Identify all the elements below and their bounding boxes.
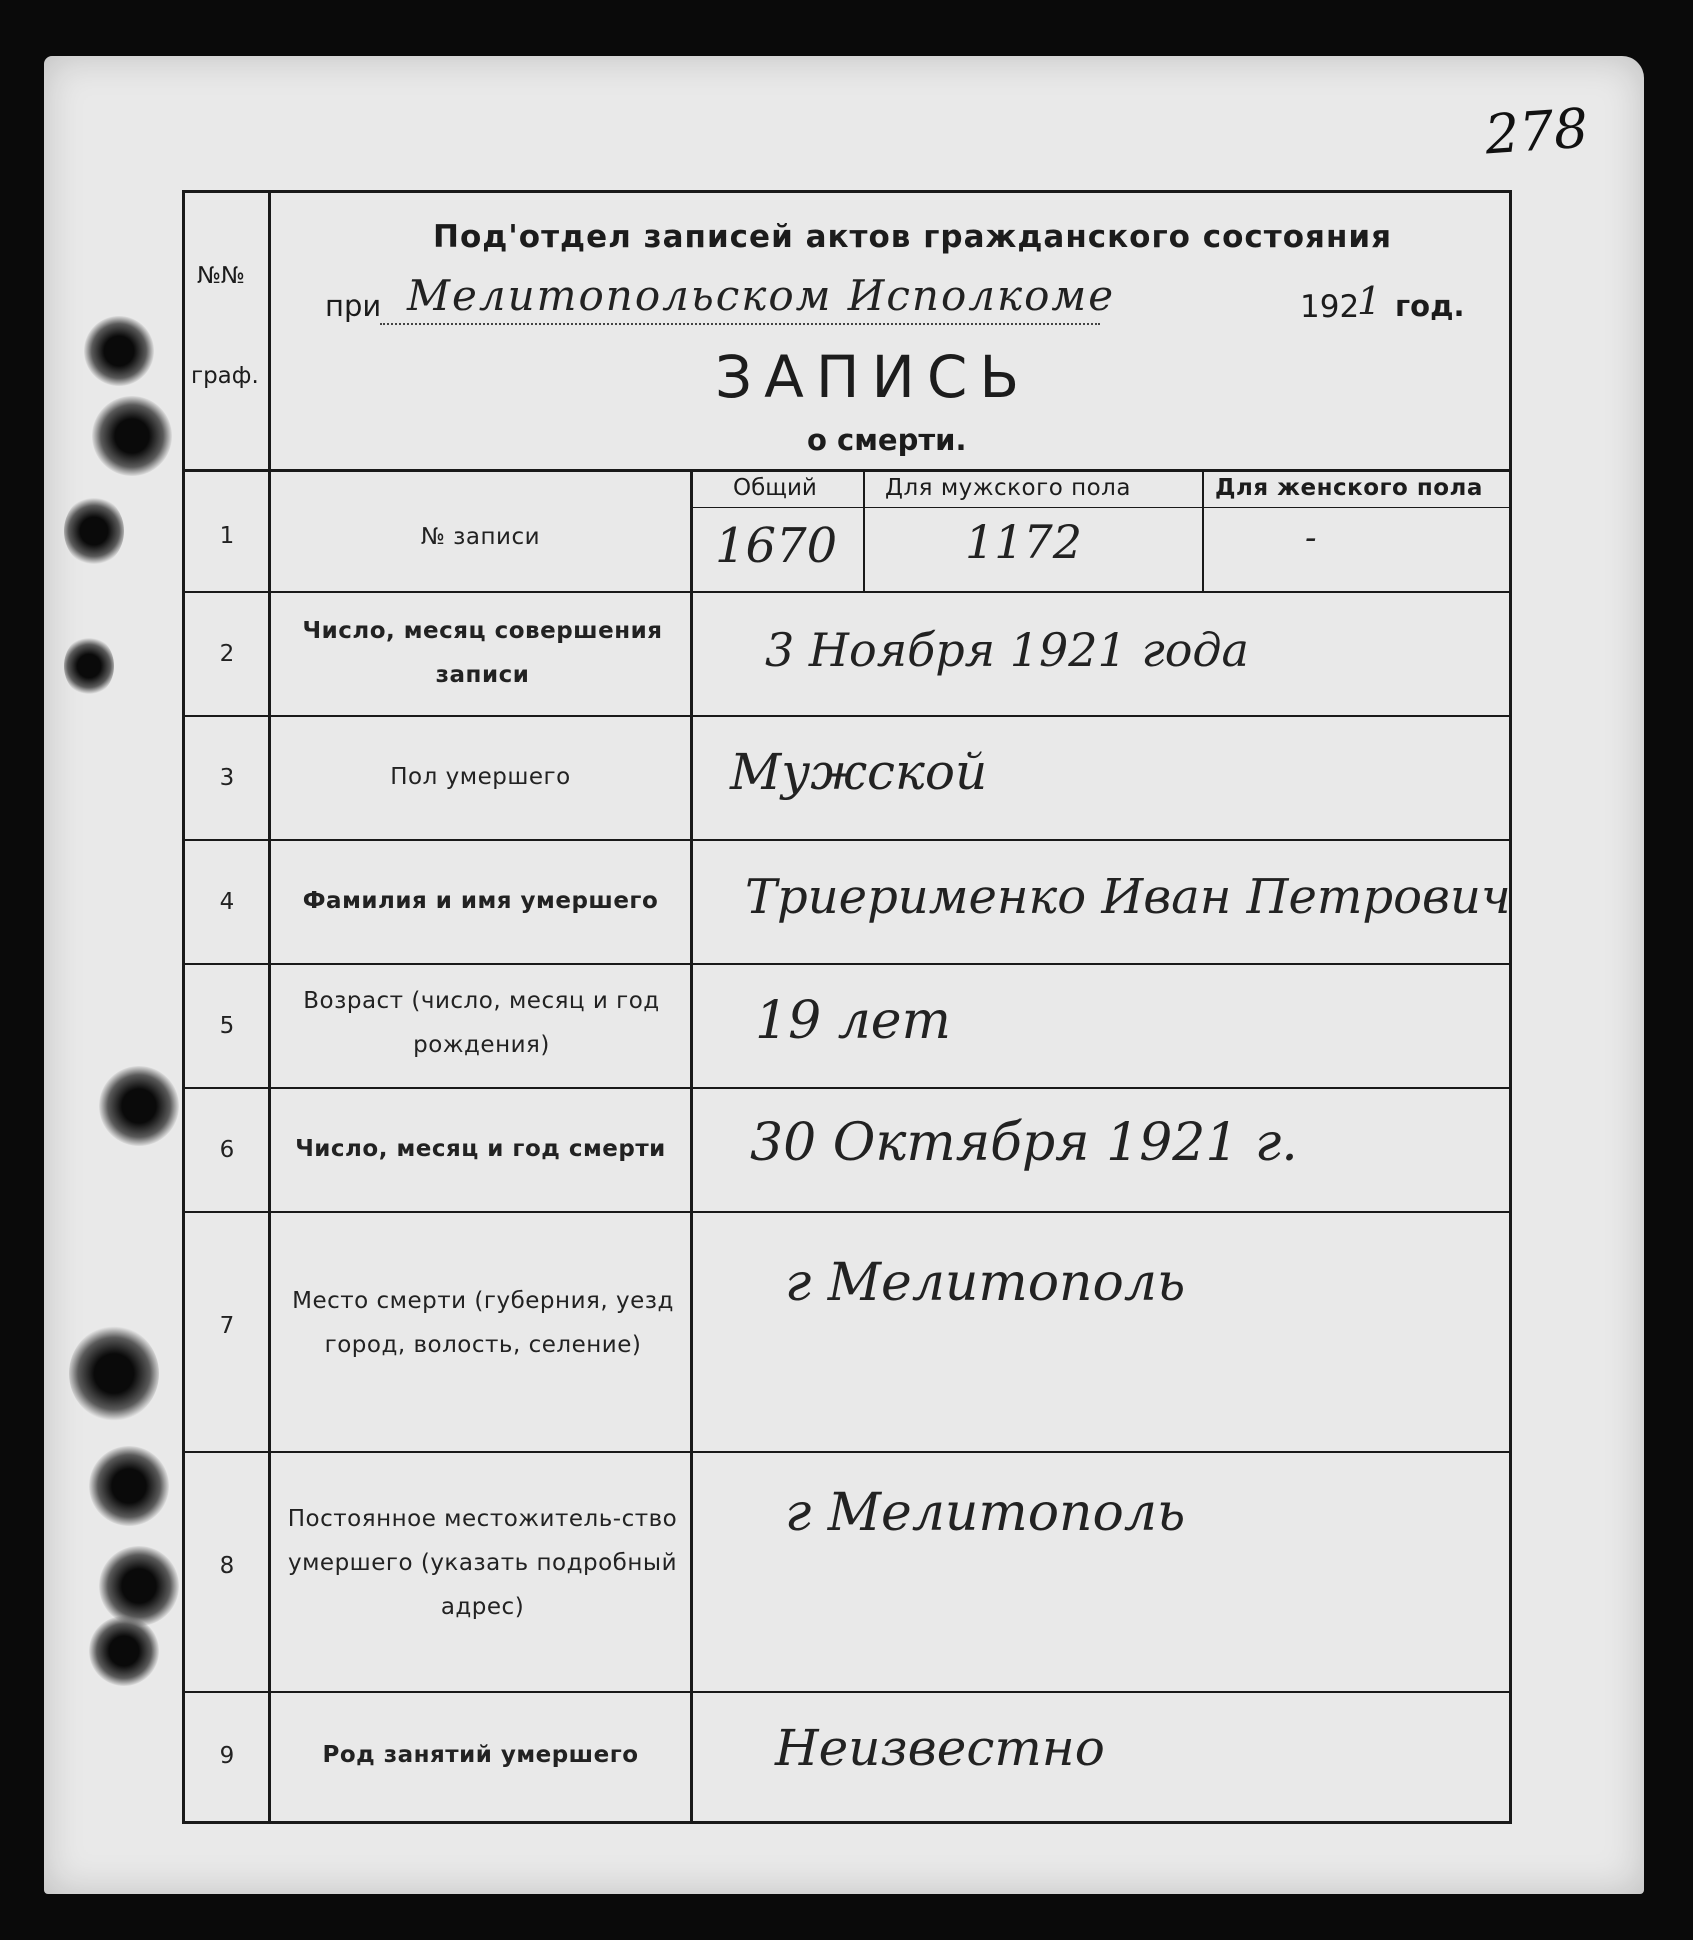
record-number-female: - <box>1305 518 1317 558</box>
row-number: 4 <box>219 889 235 915</box>
subdepartment-title: Под'отдел записей актов гражданского состояния <box>433 219 1393 255</box>
col-divider-label <box>690 471 693 1821</box>
institution-handwritten: Мелитопольском Исполкоме <box>407 271 1116 320</box>
row-label: Род занятий умершего <box>322 1742 639 1768</box>
deceased-sex: Мужской <box>730 743 988 801</box>
institution-dotline <box>380 323 1100 325</box>
row-divider <box>185 469 1509 472</box>
row-number: 6 <box>219 1137 235 1163</box>
punch-hole <box>92 396 172 476</box>
col-divider-male <box>863 471 865 591</box>
record-date: 3 Ноября 1921 года <box>765 623 1249 677</box>
punch-hole <box>69 1326 159 1421</box>
punch-hole <box>99 1546 179 1626</box>
col-divider-female <box>1202 471 1204 591</box>
archive-page-number: 278 <box>1482 96 1591 167</box>
row-divider <box>185 715 1509 717</box>
row-number: 8 <box>219 1553 235 1579</box>
year-suffix: год. <box>1395 289 1465 323</box>
record-subtitle: о смерти. <box>807 423 967 457</box>
row-label: Число, месяц и год смерти <box>295 1136 666 1162</box>
row-divider <box>185 1087 1509 1089</box>
row-divider <box>185 591 1509 593</box>
col-female-heading: Для женского пола <box>1215 475 1483 501</box>
row-label: Постоянное местожитель-ство умершего (указать подробный адрес) <box>287 1506 678 1620</box>
row-label: Число, месяц совершения записи <box>302 618 663 688</box>
occupation: Неизвестно <box>775 1719 1105 1777</box>
col-general-heading: Общий <box>733 475 817 501</box>
record-title: ЗАПИСЬ <box>715 343 1032 411</box>
deceased-age: 19 лет <box>755 991 951 1051</box>
row-number: 9 <box>219 1743 235 1769</box>
row-number: 5 <box>219 1013 235 1039</box>
row-divider <box>185 1451 1509 1453</box>
row-label: Фамилия и имя умершего <box>302 888 659 914</box>
punch-hole <box>64 496 124 566</box>
punch-hole <box>99 1066 179 1146</box>
punch-hole <box>89 1446 169 1526</box>
deceased-name: Триерименко Иван Петрович <box>745 869 1511 925</box>
row-label: Возраст (число, месяц и год рождения) <box>303 988 660 1058</box>
row-divider <box>690 507 1509 508</box>
year-prefix: 192 <box>1300 289 1360 325</box>
row-number: 7 <box>219 1313 235 1339</box>
row-divider <box>185 1211 1509 1213</box>
permanent-residence: г Мелитополь <box>785 1483 1186 1543</box>
punch-hole <box>64 636 114 696</box>
col-divider-num <box>268 193 271 1821</box>
row-label: Пол умершего <box>390 764 571 790</box>
death-record-form <box>182 190 1512 1824</box>
death-place: г Мелитополь <box>785 1253 1186 1313</box>
row-number: 2 <box>219 641 235 667</box>
row-label: № записи <box>420 524 541 550</box>
row-label: Место смерти (губерния, уезд город, волость, селение) <box>292 1288 674 1358</box>
record-number-male: 1172 <box>965 515 1083 569</box>
col-no-label: №№ <box>197 263 245 289</box>
death-date: 30 Октября 1921 г. <box>750 1113 1298 1173</box>
punch-hole <box>84 316 154 386</box>
row-number: 1 <box>219 523 235 549</box>
row-number: 3 <box>219 765 235 791</box>
col-male-heading: Для мужского пола <box>885 475 1131 501</box>
row-divider <box>185 1691 1509 1693</box>
year-handwritten: 1 <box>1357 279 1382 323</box>
pri-label: при <box>325 289 382 323</box>
col-graf-label: граф. <box>191 363 259 389</box>
row-divider <box>185 963 1509 965</box>
record-number-general: 1670 <box>715 518 838 574</box>
punch-hole <box>89 1616 159 1686</box>
row-divider <box>185 839 1509 841</box>
